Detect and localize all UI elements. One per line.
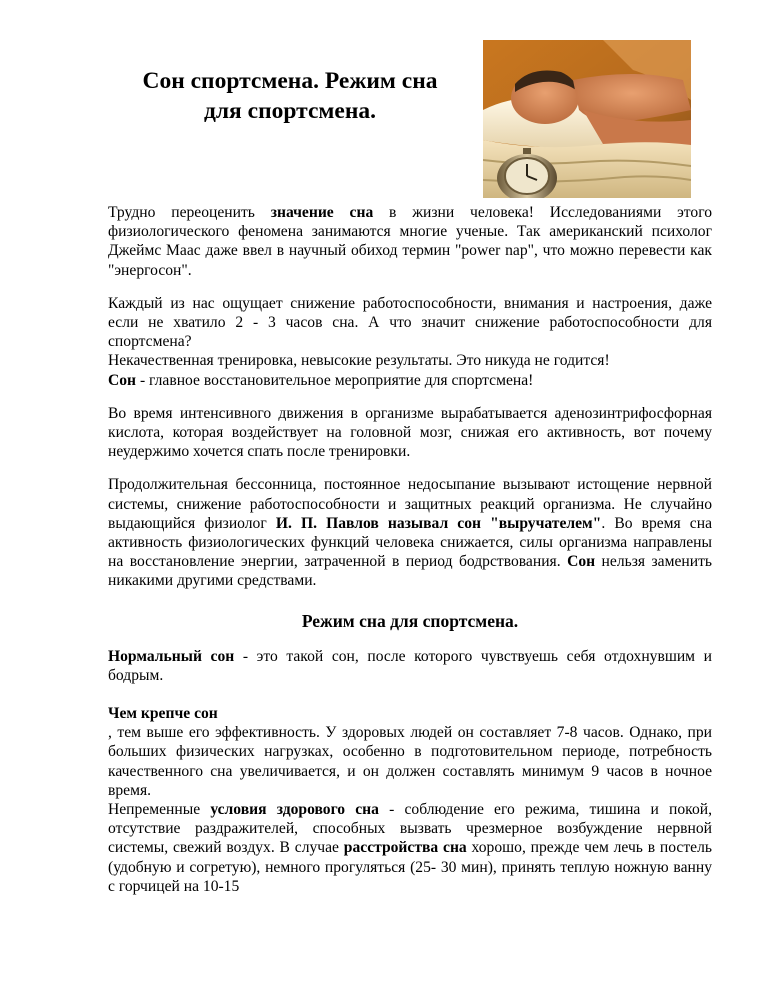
title-line-1: Сон спортсмена. Режим сна [142, 68, 438, 94]
article-body [108, 203, 712, 910]
paragraph-insomnia: Продолжительная бессонница, постоянное недосыпание вызывают истощение нервной системы, снижение работоспособности и защитных реакций организма. Не случайно выдающийся физиолог И. П. Павлов называл сон "выручателем". Во время сна активность физиологических функций человека снижается, силы организма направлены на восстановление энергии, затраченной в период бодрствования. Сон нельзя заменить никакими другими средствами. [108, 476, 712, 590]
paragraph-performance: Каждый из нас ощущает снижение работоспособности, внимания и настроения, даже если не хватило 2 - 3 часов сна. А что значит снижение работоспособности для спортсмена? Некачественная тренировка, невысокие результаты. Это никуда не годится! Сон - главное восстановительное мероприятие для спортсмена! [108, 294, 712, 389]
section-heading: Режим сна для спортсмена. [301, 610, 519, 631]
title-line-2: для спортсмена. [203, 98, 376, 124]
highlight-sleep: Сон [108, 371, 137, 389]
paragraph-atp: Во время интенсивного движения в организме вырабатывается аденозинтрифосфорная кислота, которая воздействует на головной мозг, снижая его активность, вот почему неудержимо хочется спать после тренировки. [108, 404, 712, 461]
page-title [112, 66, 468, 126]
sleeping-athlete-image [483, 40, 691, 198]
paragraph-deep-sleep: Чем крепче сон , тем выше его эффективность. У здоровых людей он составляет 7-8 часов. Однако, при больших физических нагрузках, особенно в подготовительном периоде, потребность качественного сна увеличивается, и он должен составлять минимум 9 часов в ночное время. Непременные условия здорового сна - соблюдение его режима, тишина и покой, отсутствие раздражителей, способных вызвать чрезмерное возбуждение нервной системы, свежий воздух. В случае расстройства сна хорошо, прежде чем лечь в постель (удобную и согретую), немного прогуляться (25- 30 мин), принять теплую ножную ванну с горчицей на 10-15 [108, 705, 713, 895]
highlight-sleep-2: Сон [567, 553, 596, 571]
highlight-sleep-disorder: расстройства сна [343, 839, 467, 857]
paragraph-normal-sleep: Нормальный сон - это такой сон, после которого чувствуешь себя отдохнувшим и бодрым. [108, 647, 712, 684]
highlight-pavlov: И. П. Павлов называл сон "выручателем" [275, 514, 602, 532]
highlight-deep-sleep: Чем крепче сон [108, 705, 218, 723]
paragraph-sleep-importance: Трудно переоценить значение сна в жизни человека! Исследованиями этого физиологического феномена занимаются многие ученые. Так американский психолог Джеймс Маас даже ввел в научный обиход термин "power nap", что можно перевести как "энергосон". [108, 204, 713, 279]
highlight-sleep-value: значение сна [270, 204, 374, 221]
sleeping-athlete-photo [483, 40, 691, 198]
highlight-normal-sleep: Нормальный сон [108, 647, 235, 665]
highlight-healthy-sleep: условия здорового сна [210, 801, 379, 819]
